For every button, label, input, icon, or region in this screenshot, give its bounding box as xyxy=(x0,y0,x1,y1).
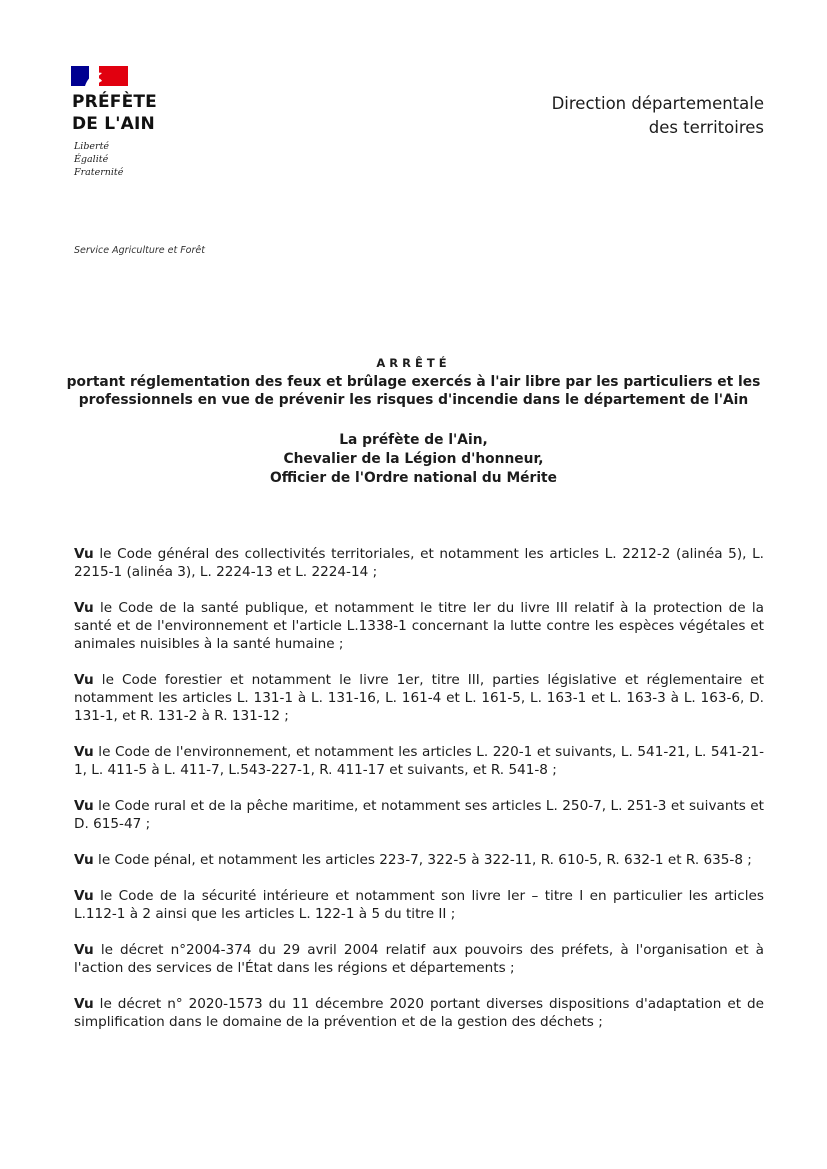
marianne-profile-icon xyxy=(71,66,128,86)
republic-motto xyxy=(74,140,123,179)
motto-fraternite: Fraternité xyxy=(74,167,124,178)
visa-vu: Vu xyxy=(74,888,94,904)
arrete-heading: ARRÊTÉ xyxy=(376,356,451,370)
visa-paragraph xyxy=(74,743,764,779)
signing-authority xyxy=(60,431,767,488)
prefecture-name-line1: PRÉFÈTE xyxy=(72,92,157,112)
visa-paragraph xyxy=(74,797,764,833)
prefecture-name xyxy=(72,91,157,135)
authority-line1: La préfète de l'Ain, xyxy=(339,432,488,448)
visa-text: le Code pénal, et notamment les articles 223-7, 322-5 à 322-11, R. 610-5, R. 632-1 et R. 635-8 ; xyxy=(93,852,752,868)
arrete-subject xyxy=(60,373,767,409)
visa-vu: Vu xyxy=(74,852,94,868)
visa-text: le Code forestier et notamment le livre 1er, titre III, parties législative et réglementaire et notamment les articles L. 131-1 à L. 131-16, L. 161-4 et L. 161-5, L. 163-1 et L. 163-3 à L. 163-6, D. 131-1, et R. 131-2 à R. 131-12 ; xyxy=(74,672,764,724)
prefecture-name-line2: DE L'AIN xyxy=(72,114,155,134)
visa-vu: Vu xyxy=(74,546,94,562)
motto-liberte: Liberté xyxy=(74,141,110,152)
visa-vu: Vu xyxy=(74,672,94,688)
service-name: Service Agriculture et Forêt xyxy=(74,245,205,256)
visa-text: le Code rural et de la pêche maritime, et notamment ses articles L. 250-7, L. 251-3 et suivants et D. 615-47 ; xyxy=(74,798,764,832)
motto-egalite: Égalité xyxy=(74,154,109,165)
visa-text: le Code général des collectivités territoriales, et notamment les articles L. 2212-2 (alinéa 5), L. 2215-1 (alinéa 3), L. 2224-13 et L. 2224-14 ; xyxy=(74,546,764,580)
visa-text: le décret n° 2020-1573 du 11 décembre 2020 portant diverses dispositions d'adaptation et de simplification dans le domaine de la prévention et de la gestion des déchets ; xyxy=(74,996,764,1030)
visa-text: le Code de la sécurité intérieure et notamment son livre Ier – titre I en particulier les articles L.112-1 à 2 ainsi que les articles L. 122-1 à 5 du titre II ; xyxy=(74,888,764,922)
visa-paragraph xyxy=(74,671,764,725)
visa-paragraph xyxy=(74,599,764,653)
visa-text: le Code de l'environnement, et notamment les articles L. 220-1 et suivants, L. 541-21, L. 541-21-1, L. 411-5 à L. 411-7, L.543-227-1, R. 411-17 et suivants, et R. 541-8 ; xyxy=(74,744,764,778)
visa-vu: Vu xyxy=(74,600,94,616)
authority-line3: Officier de l'Ordre national du Mérite xyxy=(269,470,558,486)
authority-line2: Chevalier de la Légion d'honneur, xyxy=(283,451,544,467)
issuing-direction xyxy=(552,92,764,140)
arrete-subject-line1: portant réglementation des feux et brûlage exercés à l'air libre par les particuliers et les xyxy=(66,374,761,390)
visa-vu: Vu xyxy=(74,798,94,814)
direction-line1: Direction départementale xyxy=(551,94,764,113)
visa-paragraph xyxy=(74,941,764,977)
visa-vu: Vu xyxy=(74,942,94,958)
visa-vu: Vu xyxy=(74,744,94,760)
arrete-subject-line2: professionnels en vue de prévenir les risques d'incendie dans le département de l'Ain xyxy=(78,392,749,408)
visa-paragraph xyxy=(74,995,764,1031)
visa-paragraph xyxy=(74,545,764,581)
direction-line2: des territoires xyxy=(648,118,764,137)
visas-list xyxy=(74,545,764,1049)
visa-paragraph xyxy=(74,887,764,923)
visa-text: le Code de la santé publique, et notamment le titre Ier du livre III relatif à la protection de la santé et de l'environnement et l'article L.1338-1 concernant la lutte contre les espèces végétales et animales nuisibles à la santé humaine ; xyxy=(74,600,764,652)
visa-paragraph xyxy=(74,851,764,869)
republique-francaise-logo xyxy=(71,66,128,86)
visa-vu: Vu xyxy=(74,996,94,1012)
visa-text: le décret n°2004-374 du 29 avril 2004 relatif aux pouvoirs des préfets, à l'organisation et à l'action des services de l'État dans les régions et départements ; xyxy=(74,942,764,976)
